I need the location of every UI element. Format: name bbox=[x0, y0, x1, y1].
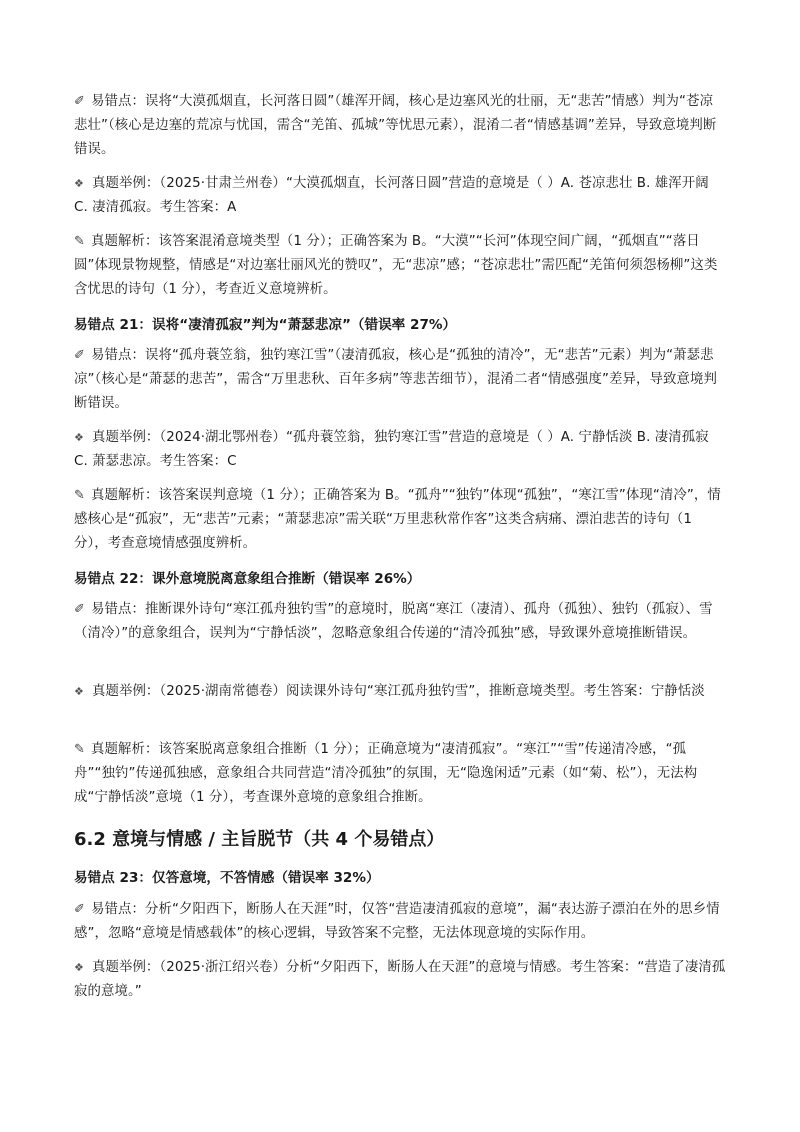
error-heading-23: 易错点 23：仅答意境，不答情感（错误率 32%） bbox=[74, 870, 380, 886]
pencil-icon: ✐ bbox=[74, 602, 85, 617]
diamond-bullet-icon: ❖ bbox=[74, 431, 84, 444]
error-heading-21: 易错点 21：误将“凄清孤寂”判为“萧瑟悲凉”（错误率 27%） bbox=[74, 317, 457, 333]
analysis-paragraph: ✎ 真题解析：该答案混淆意境类型（1 分）；正确答案为 B。“大漠”“长河”体现空间广阔，“孤烟直”“落日圆”体现景物规整，情感是“对边塞壮丽风光的赞叹”，无“悲凉”感；“苍凉悲壮”需匹配“羌笛何须怨杨柳”这类含忧思的诗句（1 分），考查近义意境辨析。 bbox=[74, 230, 726, 302]
error-point-paragraph: ✐ 易错点：误将“孤舟蓑笠翁，独钓寒江雪”（凄清孤寂，核心是“孤独的清冷”，无“悲苦”元素）判为“萧瑟悲凉”（核心是“萧瑟的悲苦”，需含“万里悲秋、百年多病”等悲苦细节），混淆二者“情感强度”差异，导致意境判断错误。 bbox=[74, 344, 726, 416]
section-title-6-2: 6.2 意境与情感 / 主旨脱节（共 4 个易错点） bbox=[74, 829, 445, 850]
pen-icon: ✎ bbox=[74, 234, 85, 249]
example-paragraph: ❖ 真题举例：（2025·甘肃兰州卷）“大漠孤烟直，长河落日圆”营造的意境是（ ）A. 苍凉悲壮 B. 雄浑开阔 C. 凄清孤寂。考生答案：A bbox=[74, 172, 726, 220]
diamond-bullet-icon: ❖ bbox=[74, 685, 84, 698]
pencil-icon: ✐ bbox=[74, 902, 85, 917]
diamond-bullet-icon: ❖ bbox=[74, 177, 84, 190]
error-heading-22: 易错点 22：课外意境脱离意象组合推断（错误率 26%） bbox=[74, 571, 421, 587]
error-point-paragraph: ✐ 易错点：推断课外诗句“寒江孤舟独钓雪”的意境时，脱离“寒江（凄清）、孤舟（孤独）、独钓（孤寂）、雪（清冷）”的意象组合，误判为“宁静恬淡”，忽略意象组合传递的“清冷孤独”感，导致课外意境推断错误。 bbox=[74, 598, 726, 646]
error-point-paragraph: ✐ 易错点：误将“大漠孤烟直，长河落日圆”（雄浑开阔，核心是边塞风光的壮丽，无“悲苦”情感）判为“苍凉悲壮”（核心是边塞的荒凉与忧国，需含“羌笛、孤城”等忧思元素），混淆二者“情感基调”差异，导致意境判断错误。 bbox=[74, 90, 726, 162]
pen-icon: ✎ bbox=[74, 742, 85, 757]
pencil-icon: ✐ bbox=[74, 94, 85, 109]
pen-icon: ✎ bbox=[74, 488, 85, 503]
error-point-paragraph: ✐ 易错点：分析“夕阳西下，断肠人在天涯”时，仅答“营造凄清孤寂的意境”，漏“表达游子漂泊在外的思乡情感”，忽略“意境是情感载体”的核心逻辑，导致答案不完整，无法体现意境的实际作用。 bbox=[74, 898, 726, 946]
analysis-paragraph: ✎ 真题解析：该答案误判意境（1 分）；正确答案为 B。“孤舟”“独钓”体现“孤独”，“寒江雪”体现“清冷”，情感核心是“孤寂”，无“悲苦”元素；“萧瑟悲凉”需关联“万里悲秋常作客”这类含病痛、漂泊悲苦的诗句（1 分），考查意境情感强度辨析。 bbox=[74, 484, 726, 556]
pencil-icon: ✐ bbox=[74, 348, 85, 363]
analysis-paragraph: ✎ 真题解析：该答案脱离意象组合推断（1 分）；正确意境为“凄清孤寂”。“寒江”“雪”传递清冷感，“孤舟”“独钓”传递孤独感，意象组合共同营造“清冷孤独”的氛围，无“隐逸闲适”元素（如“菊、松”），无法构成“宁静恬淡”意境（1 分），考查课外意境的意象组合推断。 bbox=[74, 738, 726, 810]
example-paragraph: ❖ 真题举例：（2025·浙江绍兴卷）分析“夕阳西下，断肠人在天涯”的意境与情感。考生答案：“营造了凄清孤寂的意境。” bbox=[74, 956, 726, 1004]
example-paragraph: ❖ 真题举例：（2025·湖南常德卷）阅读课外诗句“寒江孤舟独钓雪”，推断意境类型。考生答案：宁静恬淡 bbox=[74, 680, 726, 704]
diamond-bullet-icon: ❖ bbox=[74, 961, 84, 974]
example-paragraph: ❖ 真题举例：（2024·湖北鄂州卷）“孤舟蓑笠翁，独钓寒江雪”营造的意境是（ ）A. 宁静恬淡 B. 凄清孤寂 C. 萧瑟悲凉。考生答案：C bbox=[74, 426, 726, 474]
